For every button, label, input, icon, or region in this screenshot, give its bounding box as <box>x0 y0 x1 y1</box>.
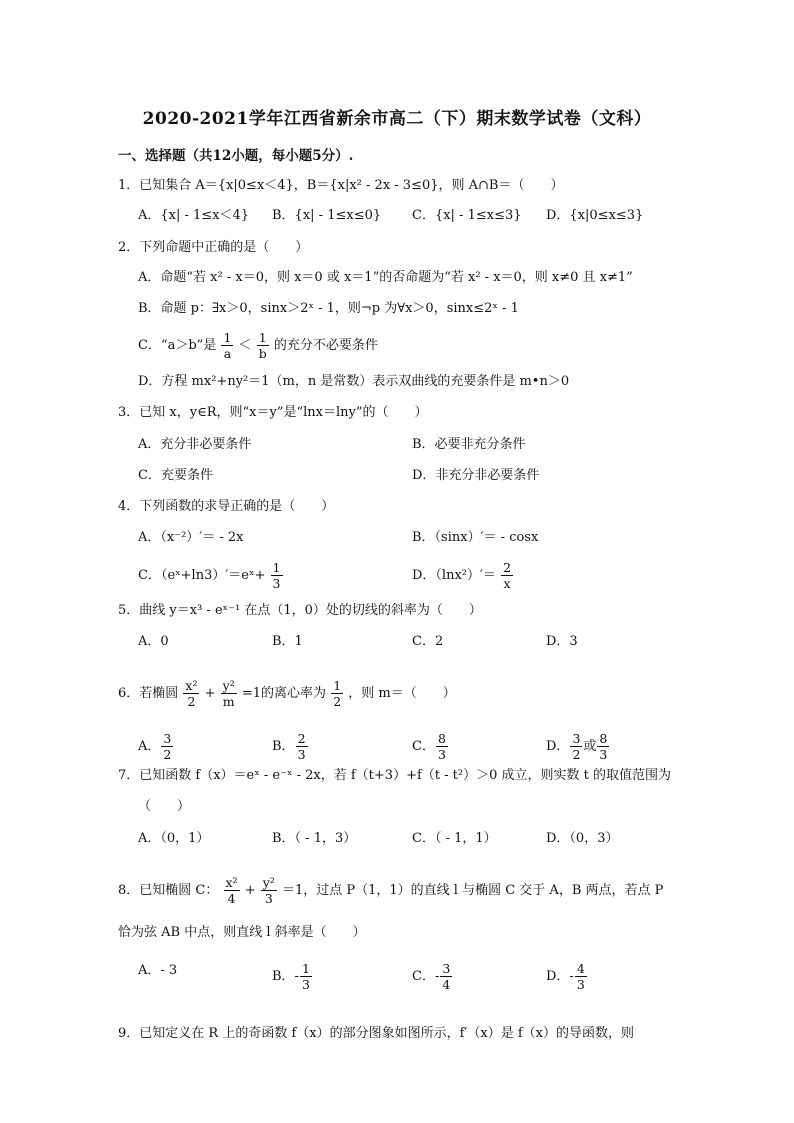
numerator: y² <box>262 875 275 890</box>
fraction <box>183 678 199 709</box>
numerator: 1 <box>258 330 267 345</box>
q7-option-a: A．（0，1） <box>138 831 210 846</box>
q7-option-b: B．（ - 1，3） <box>272 831 357 846</box>
numerator: 3 <box>442 961 451 976</box>
option-letter: D．- <box>546 969 574 984</box>
numerator: 3 <box>572 731 581 746</box>
q6-prefix: 6．若椭圆 <box>118 686 179 701</box>
numerator: y² <box>222 678 235 693</box>
denominator: 3 <box>301 977 310 992</box>
q2-option-c-prefix: C．“a＞b”是 <box>138 338 217 353</box>
fraction <box>436 731 448 762</box>
q6-option-a <box>138 731 174 762</box>
fraction <box>261 875 277 906</box>
denominator: 2 <box>163 747 172 762</box>
numerator: 1 <box>272 560 281 575</box>
option-letter: B． <box>272 739 295 754</box>
q3-option-d: D．非充分非必要条件 <box>412 468 540 483</box>
page-title: 2020-2021学年江西省新余市高二（下）期末数学试卷（文科） <box>142 109 652 129</box>
q6-option-c <box>412 731 449 762</box>
q1-option-c: C．{x| - 1≤x≤3} <box>412 208 522 223</box>
numerator: 4 <box>576 961 585 976</box>
denominator: 3 <box>272 576 281 591</box>
fraction <box>440 961 452 992</box>
numerator: 2 <box>503 560 512 575</box>
question-7: 7．已知函数 f（x）＝eˣ - e⁻ˣ - 2x，若 f（t+3）+f（t - t²）＞0 成立，则实数 t 的取值范围为 <box>118 768 671 783</box>
numerator: 1 <box>333 678 342 693</box>
q1-option-d: D．{x|0≤x≤3} <box>546 208 644 223</box>
denominator: x <box>503 576 511 591</box>
option-letter: C． <box>412 739 435 754</box>
question-9: 9．已知定义在 R 上的奇函数 f（x）的部分图象如图所示，f′（x）是 f（x）的导函数，则 <box>118 1026 634 1041</box>
q4-option-c <box>138 560 284 591</box>
q5-option-c: C．2 <box>412 634 444 649</box>
fraction <box>300 961 312 992</box>
fraction <box>570 731 582 762</box>
q4-option-c-prefix: C．（eˣ+ln3）′＝eˣ+ <box>138 568 266 583</box>
denominator: 4 <box>442 977 451 992</box>
numerator: 8 <box>437 731 446 746</box>
fraction <box>575 961 587 992</box>
fraction <box>597 731 609 762</box>
q5-option-a: A．0 <box>138 634 169 649</box>
denominator: 3 <box>599 747 608 762</box>
fraction <box>161 731 173 762</box>
fraction <box>296 731 308 762</box>
denominator: a <box>223 346 232 361</box>
q6-middle: =1的离心率为 <box>241 686 327 701</box>
q2-option-d: D．方程 mx²+ny²＝1（m，n 是常数）表示双曲线的充要条件是 m•n＞0 <box>138 374 570 389</box>
numerator: 1 <box>301 961 310 976</box>
denominator: 3 <box>297 747 306 762</box>
section-heading: 一、选择题（共12小题，每小题5分）. <box>118 148 354 164</box>
denominator: 2 <box>187 694 196 709</box>
plus-sign: + <box>204 686 216 701</box>
q8-option-d <box>546 961 588 992</box>
denominator: 4 <box>227 891 236 906</box>
numerator: 2 <box>297 731 306 746</box>
fraction <box>221 678 237 709</box>
denominator: 3 <box>576 977 585 992</box>
q4-option-d <box>412 560 514 591</box>
q5-option-b: B．1 <box>272 634 303 649</box>
denominator: 2 <box>572 747 581 762</box>
q3-option-a: A．充分非必要条件 <box>138 437 252 452</box>
q8-option-a: A．- 3 <box>138 963 178 978</box>
fraction <box>271 560 283 591</box>
denominator: 2 <box>333 694 342 709</box>
q4-option-b: B．（sinx）′＝ - cosx <box>412 530 539 545</box>
numerator: 8 <box>599 731 608 746</box>
numerator: x² <box>225 875 238 890</box>
less-than: ＜ <box>238 338 252 353</box>
numerator: 3 <box>163 731 172 746</box>
q2-option-a: A．命题“若 x² - x＝0，则 x＝0 或 x＝1”的否命题为“若 x² - x＝0，则 x≠0 且 x≠1” <box>138 270 633 285</box>
numerator: 1 <box>223 330 232 345</box>
q8-option-b <box>272 961 313 992</box>
denominator: b <box>258 346 267 361</box>
q2-option-c <box>138 330 378 361</box>
q8-option-c <box>412 961 453 992</box>
fraction <box>257 330 269 361</box>
denominator: 3 <box>264 891 273 906</box>
q6-option-b <box>272 731 309 762</box>
fraction <box>221 330 233 361</box>
question-8 <box>118 875 663 906</box>
question-5: 5．曲线 y＝x³ - eˣ⁻¹ 在点（1，0）处的切线的斜率为（ ） <box>118 603 482 618</box>
q1-option-b: B．{x| - 1≤x≤0} <box>272 208 382 223</box>
question-3: 3．已知 x，y∈R，则“x＝y”是“lnx＝lny”的（ ） <box>118 405 428 420</box>
or-text: 或 <box>583 739 597 754</box>
denominator: 3 <box>437 747 446 762</box>
q2-option-b: B．命题 p：∃x＞0，sinx＞2ˣ - 1，则¬p 为∀x＞0，sinx≤2ˣ - 1 <box>138 301 519 316</box>
question-6 <box>118 678 456 709</box>
q6-option-d <box>546 731 610 762</box>
plus-sign: + <box>244 883 256 898</box>
question-2: 2．下列命题中正确的是（ ） <box>118 240 309 255</box>
question-4: 4．下列函数的求导正确的是（ ） <box>118 499 335 514</box>
q7-option-d: D．（0，3） <box>546 831 619 846</box>
option-letter: D． <box>546 739 570 754</box>
question-1: 1．已知集合 A＝{x|0≤x＜4}，B＝{x|x² - 2x - 3≤0}，则 A∩B＝（ ） <box>118 178 564 193</box>
q6-suffix: ，则 m＝（ ） <box>348 686 456 701</box>
question-8-continued: 恰为弦 AB 中点，则直线 l 斜率是（ ） <box>118 925 366 940</box>
q3-option-b: B．必要非充分条件 <box>412 437 526 452</box>
fraction <box>501 560 513 591</box>
question-7-continued: （ ） <box>138 799 191 814</box>
fraction <box>331 678 343 709</box>
q4-option-d-prefix: D．（lnx²）′＝ <box>412 568 496 583</box>
q5-option-d: D．3 <box>546 634 578 649</box>
fraction <box>224 875 240 906</box>
numerator: x² <box>185 678 198 693</box>
denominator: m <box>222 694 235 709</box>
q4-option-a: A．（x⁻²）′＝ - 2x <box>138 530 244 545</box>
option-letter: C．- <box>412 969 440 984</box>
q1-option-a: A．{x| - 1≤x＜4} <box>138 208 250 223</box>
q8-suffix: ＝1，过点 P（1，1）的直线 l 与椭圆 C 交于 A，B 两点，若点 P <box>281 883 664 898</box>
q7-option-c: C．（ - 1，1） <box>412 831 497 846</box>
q2-option-c-suffix: 的充分不必要条件 <box>273 338 378 353</box>
q3-option-c: C．充要条件 <box>138 468 213 483</box>
q8-prefix: 8．已知椭圆 C： <box>118 883 219 898</box>
option-letter: B．- <box>272 969 299 984</box>
option-letter: A． <box>138 739 161 754</box>
